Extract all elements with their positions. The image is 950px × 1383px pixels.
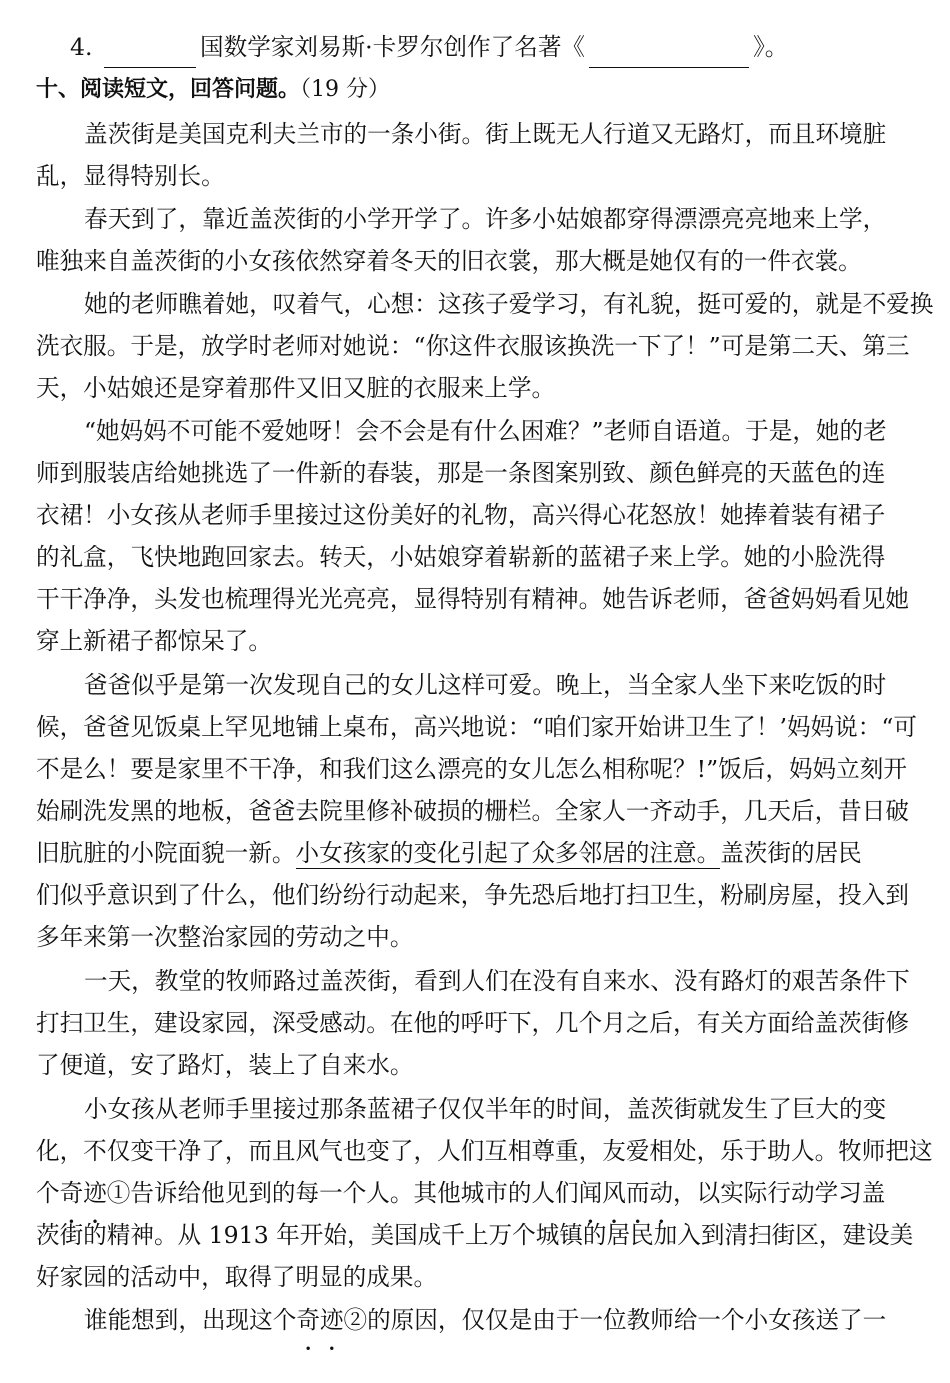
emphasized-word-miracle-2: [296, 1306, 343, 1334]
question-number: 4.: [70, 33, 93, 61]
emphasis-char: 奇: [59, 1179, 84, 1207]
text-line: 天，小姑娘还是穿着那件又旧又脏的衣服来上学。: [36, 374, 556, 402]
text-line: 乱，显得特别长。: [36, 162, 225, 190]
text-line: 打扫卫生，建设家园，深受感动。在他的呼吁下，几个月之后，有关方面给盖茨街修: [36, 1009, 909, 1037]
text-line: 爸爸似乎是第一次发现自己的女儿这样可爱。晚上，当全家人坐下来吃饭的时: [84, 671, 887, 699]
text-segment: 谁能想到，出现这个: [84, 1306, 297, 1334]
question-4: [70, 26, 950, 68]
text-line: 盖茨街是美国克利夫兰市的一条小街。街上既无人行道又无路灯，而且环境脏: [84, 120, 887, 148]
emphasis-char: 迹: [83, 1179, 107, 1207]
text-line: “她妈妈不可能不爱她呀！会不会是有什么困难？”老师自语道。于是，她的老: [84, 417, 887, 445]
text-line: 唯独来自盖茨街的小女孩依然穿着冬天的旧衣裳，那大概是她仅有的一件衣裳。: [36, 247, 862, 275]
text-line: 多年来第一次整治家园的劳动之中。: [36, 923, 414, 951]
text-line: 洗衣服。于是，放学时老师对她说：“你这件衣服该换洗一下了！”可是第二天、第三: [36, 332, 910, 360]
text-line: 干干净净，头发也梳理得光光亮亮，显得特别有精神。她告诉老师，爸爸妈妈看见她: [36, 585, 909, 613]
text-line: 好家园的活动中，取得了明显的成果。: [36, 1263, 438, 1291]
text-line: 了便道，安了路灯，装上了自来水。: [36, 1051, 414, 1079]
text-line: [84, 1299, 950, 1341]
text-line: 候，爸爸见饭桌上罕见地铺上桌布，高兴地说：“咱们家开始讲卫生了！’妈妈说：“可: [36, 713, 917, 741]
text-line: 的礼盒，飞快地跑回家去。转天，小姑娘穿着崭新的蓝裙子来上学。她的小脸洗得: [36, 543, 886, 571]
text-line: 师到服装店给她挑选了一件新的春装，那是一条图案别致、颜色鲜亮的天蓝色的连: [36, 459, 886, 487]
text-line: 春天到了，靠近盖茨街的小学开学了。许多小姑娘都穿得漂漂亮亮地来上学，: [84, 205, 887, 233]
emphasis-char: 动: [649, 1179, 674, 1207]
text-line: 始刷洗发黑的地板，爸爸去院里修补破损的栅栏。全家人一齐动手，几天后，昔日破: [36, 797, 909, 825]
text-line: [36, 1172, 950, 1214]
emphasized-word-miracle-1: [60, 1179, 107, 1207]
text-segment: 个: [36, 1179, 60, 1207]
text-segment: 旧肮脏的小院面貌一新。: [36, 839, 296, 867]
emphasis-char: 奇: [296, 1306, 320, 1334]
text-segment: ，以实际行动学习盖: [673, 1179, 886, 1207]
text-line: 化，不仅变干净了，而且风气也变了，人们互相尊重，友爱相处，乐于助人。牧师把这: [36, 1137, 933, 1165]
answer-blank-country[interactable]: [104, 37, 196, 68]
text-line: 小女孩从老师手里接过那条蓝裙子仅仅半年的时间，盖茨街就发生了巨大的变: [84, 1095, 887, 1123]
question-text-end: 》。: [753, 33, 789, 61]
emphasis-char: 风: [602, 1179, 626, 1207]
section-score: （19 分）: [300, 77, 391, 102]
answer-blank-book[interactable]: [589, 37, 749, 68]
text-line: 们似乎意识到了什么，他们纷纷行动起来，争先恐后地打扫卫生，粉刷房屋，投入到: [36, 881, 909, 909]
underlined-sentence: 小女孩家的变化引起了众多邻居的注意。: [295, 839, 721, 867]
text-line: 穿上新裙子都惊呆了。: [36, 627, 272, 655]
text-segment: ①告诉给他见到的每一个人。其他城市的人们: [106, 1179, 579, 1207]
text-line: 一天，教堂的牧师路过盖茨街，看到人们在没有自来水、没有路灯的艰苦条件下: [84, 967, 910, 995]
text-line: 她的老师瞧着她，叹着气，心想：这孩子爱学习，有礼貌，挺可爱的，就是不爱换: [84, 290, 934, 318]
text-line: 衣裙！小女孩从老师手里接过这份美好的礼物，高兴得心花怒放！她捧着装有裙子: [36, 501, 886, 529]
emphasis-char: 迹: [319, 1306, 344, 1334]
emphasis-char: 闻: [578, 1179, 603, 1207]
section-heading: [36, 69, 950, 111]
emphasized-word-wenfengerdong: [579, 1179, 673, 1207]
text-segment: 盖茨街的居民: [720, 839, 862, 867]
text-segment: ②的原因，仅仅是由于一位教师给一个小女孩送了一: [343, 1306, 887, 1334]
text-line: 茨街的精神。从 1913 年开始，美国成千上万个城镇的居民加入到清扫街区，建设美: [36, 1221, 914, 1249]
text-line: 不是么！要是家里不干净，和我们这么漂亮的女儿怎么相称呢？!”饭后，妈妈立刻开: [36, 755, 907, 783]
question-text: 国数学家刘易斯·卡罗尔创作了名著《: [200, 33, 586, 61]
text-line: [36, 832, 950, 874]
emphasis-char: 而: [625, 1179, 650, 1207]
section-title: 十、阅读短文，回答问题。: [36, 77, 301, 102]
